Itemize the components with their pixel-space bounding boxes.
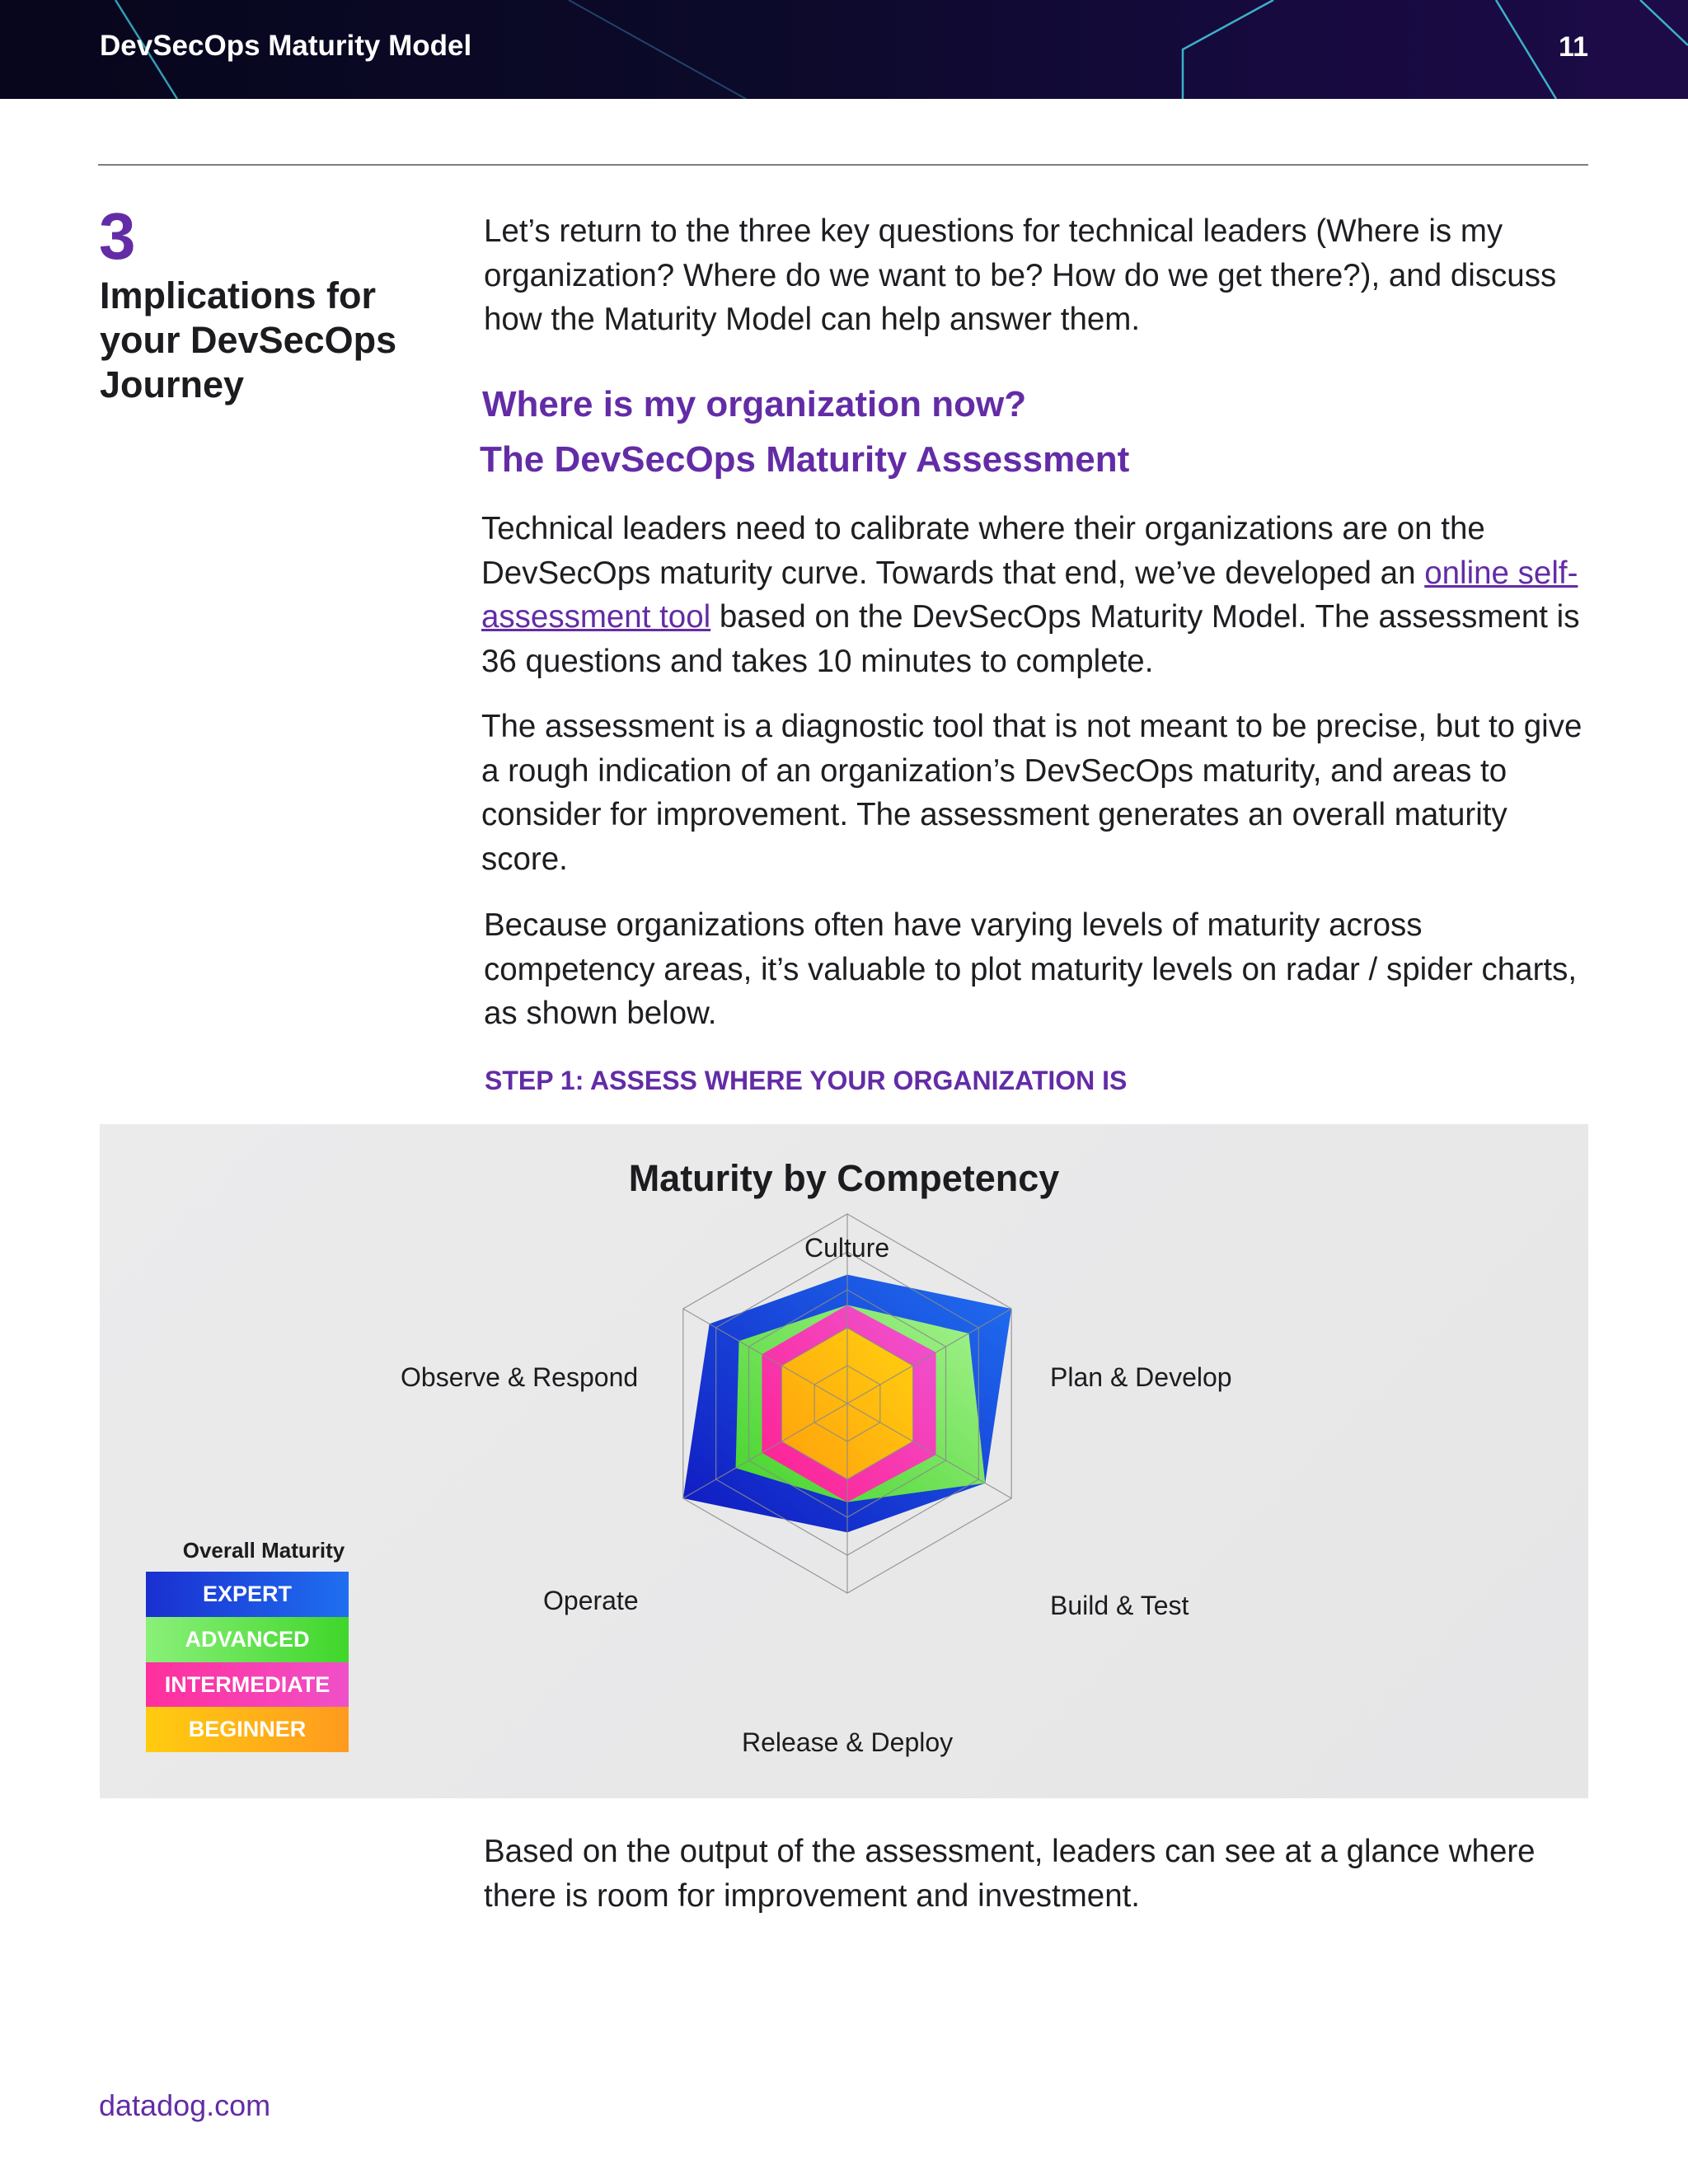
page-header xyxy=(0,0,1688,99)
legend-expert: EXPERT xyxy=(146,1572,349,1617)
legend-intermediate: INTERMEDIATE xyxy=(146,1662,349,1708)
legend-title: Overall Maturity xyxy=(182,1538,345,1563)
calibrate-text-start: Technical leaders need to calibrate where their organizations are on the DevSecOps maturity curve. Towards that end, we’ve developed an xyxy=(481,511,1485,591)
section-number: 3 xyxy=(99,199,136,273)
axis-label-release-deploy: Release & Deploy xyxy=(742,1727,954,1757)
closing-paragraph: Based on the output of the assessment, leaders can see at a glance where there is room for improvement and investment. xyxy=(484,1834,1536,1914)
heading-maturity-assessment: The DevSecOps Maturity Assessment xyxy=(480,439,1130,480)
section-title: Implications for your DevSecOps Journey xyxy=(100,274,397,405)
chart-title: Maturity by Competency xyxy=(628,1157,1060,1199)
footer-site[interactable]: datadog.com xyxy=(99,2088,271,2122)
axis-label-operate: Operate xyxy=(543,1586,639,1615)
calibrate-paragraph xyxy=(481,507,1586,683)
step-label: STEP 1: ASSESS WHERE YOUR ORGANIZATION IS xyxy=(485,1066,1128,1095)
calibrate-text-end: based on the DevSecOps Maturity Model. The assessment is 36 questions and takes 10 minutes to complete. xyxy=(481,599,1580,679)
document-title: DevSecOps Maturity Model xyxy=(100,30,472,62)
chart-panel xyxy=(100,1124,1588,1798)
axis-label-build-test: Build & Test xyxy=(1050,1591,1189,1620)
heading-where-now: Where is my organization now? xyxy=(482,384,1027,424)
axis-label-observe-respond: Observe & Respond xyxy=(401,1362,639,1392)
diagnostic-paragraph: The assessment is a diagnostic tool that is not meant to be precise, but to give a rough indication of an organization’s DevSecOps maturity, and areas to consider for improvement. The assessment generates an overall maturity score. xyxy=(481,709,1582,877)
axis-label-culture: Culture xyxy=(804,1233,890,1263)
axis-label-plan-develop: Plan & Develop xyxy=(1050,1362,1232,1392)
legend-advanced: ADVANCED xyxy=(146,1617,349,1662)
radar-paragraph: Because organizations often have varying levels of maturity across competency areas, it’s valuable to plot maturity levels on radar / spider charts, as shown below. xyxy=(484,907,1578,1031)
self-assessment-link[interactable]: online self-assessment tool xyxy=(481,555,1578,635)
intro-paragraph: Let’s return to the three key questions for technical leaders (Where is my organization? Where do we want to be? How do we get there?), and discuss how the Maturity Model can help answer them. xyxy=(484,213,1557,337)
legend-beginner: BEGINNER xyxy=(146,1707,349,1752)
section-divider xyxy=(98,164,1588,166)
page-number: 11 xyxy=(1559,31,1588,63)
